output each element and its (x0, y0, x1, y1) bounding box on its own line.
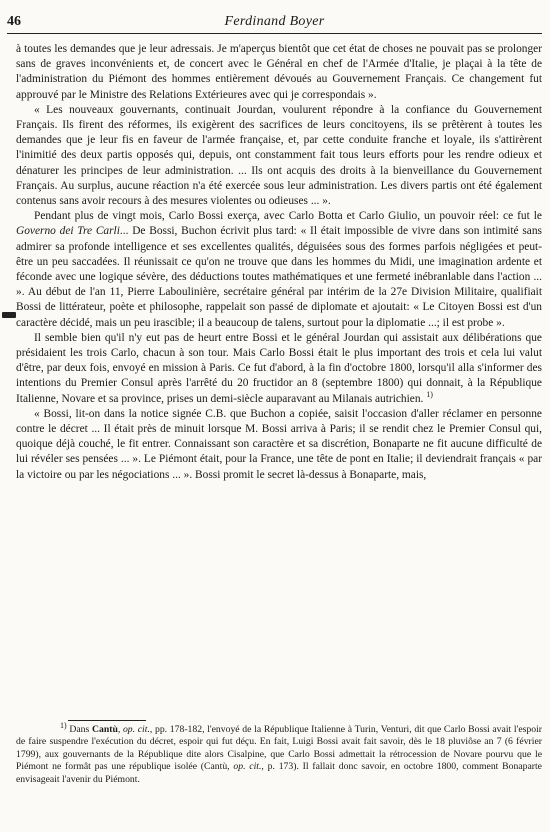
footnote-ref-2: op. cit. (233, 761, 262, 773)
paragraph-3-italic-title: Governo dei Tre Carli (16, 225, 120, 238)
paragraph-5: « Bossi, lit-on dans la notice signée C.B. que Buchon a copiée, saisit l'occasion d'aller réclamer en personne contre le décret ... Il était près de minuit lorsque M. Bossi arriva à Paris; il se rendit chez le Premier Consul qui, quoique déjà couché, le fit entrer. Connaissant son caractère et sa discrétion, Bonaparte ne fit aucune difficulté de lui révéler ses pensées ... ». Le Piémont était, pour la France, une tête de pont en Italie; il deviendrait français « par la victoire ou par les négociations ... ». Bossi promit le secret là-dessus à Bonaparte, mais, (16, 407, 542, 481)
page-number: 46 (7, 14, 21, 29)
body-text (16, 42, 542, 483)
paragraph-3-text-a: Pendant plus de vingt mois, Carlo Bossi exerça, avec Carlo Botta et Carlo Giulio, un pouvoir réel: ce fut le (34, 210, 542, 223)
page-header (7, 12, 542, 34)
running-title: Ferdinand Boyer (224, 14, 325, 29)
footnote-ref-1: op. cit. (122, 724, 150, 735)
footnote-text-2: , p. 173). Il fallait donc savoir, en octobre 1800, comment Bonaparte envisageait l'avenir du Piémont. (16, 761, 542, 785)
paragraph-3 (16, 209, 542, 331)
paragraph-4 (16, 331, 542, 407)
footnote-text-1: , pp. 178-182, l'envoyé de la République Italienne à Turin, Venturi, dit que Carlo Bossi avait l'espoir de faire suspendre l'exécution du décret, espoir qui fut déçu. En fait, Luigi Bossi avait fait savoir, dès le 18 pluviôse an 7 (6 février 1799), aux gouvernants de la République dite alors Cisalpine, que Carlo Bossi admettait la rétrocession de Novare pourvu que le Piémont ne formât pas une république isolée (Cantù, (16, 724, 543, 773)
paragraph-4-text: Il semble bien qu'il n'y eut pas de heurt entre Bossi et le général Jourdan qui assistait aux délibérations que présidaient les trois Carlo, chacun à son tour. Mais Carlo Bossi était le plus important des trois et cela lui valut d'être, par deux fois, envoyé en mission à Paris. Ce fut d'abord, à la fin d'octobre 1800, lorsqu'il alla s'informer des intentions du Premier Consul après l'arrêté du 20 fructidor an 8 (septembre 1800) qui donnait, à la République Italienne, Novare et sa province, prises un demi-siècle auparavant au Milanais autrichien. (16, 331, 542, 405)
paragraph-2: « Les nouveaux gouvernants, continuait Jourdan, voulurent répondre à la confiance du Gouvernement Français. Ils firent des réformes, ils exigèrent des sacrifices de leurs concitoyens, ils se prêtèrent à toutes les demandes que je leur fis en faveur de l'armée française, et, par cette conduite franche et loyale, ils s'attirèrent l'inimitié des deux partis opposés qui, depuis, ont constamment fait tous leurs efforts pour les rendre odieux et dénaturer les principes de leur administration. ... Ils ont acquis des droits à la bienveillance du Gouvernement Français. Au surplus, aucune réaction n'a été exercée sous leur administration. Les divers partis ont été également contenus sans avoir recours à des mesures violentes ou odieuses ... ». (16, 103, 542, 208)
footnote-marker: 1) (60, 720, 67, 730)
header-rule (7, 33, 542, 34)
footnote-reference: 1) (426, 389, 433, 399)
footnote-1: $^{1)}$ Dans Cantù, op. cit., pp. 178-182, l'envoyé de la République Italienne à Turin, Venturi, dit que Carlo Bossi avait l'espoir de faire suspendre l'exécution du décret, espoir qui fut déçu. En fait, Luigi Bossi avait fait savoir, dès le 18 pluviôse an 7 (6 février 1799), aux gouvernants de la République dite alors Cisalpine, que Carlo Bossi admettait la rétrocession de Novare pourvu que le Piémont ne formât pas une république isolée (Cantù, op. cit., p. 173). Il fallait donc savoir, en octobre 1800, comment Bonaparte envisageait l'avenir du Piémont. (16, 720, 543, 785)
footnote-author: Cantù (91, 724, 118, 735)
paragraph-3-text-b: ... De Bossi, Buchon écrivit plus tard: « Il était impossible de vivre dans son intimité sans admirer sa profonde intelligence et ses excellentes qualités, déguisées sous des formes parfois négligées et peut-être un peu saccadées. Il réunissait ce qu'on ne trouve que dans les hommes du Midi, une imagination ardente et féconde avec une logique sévère, des déductions toutes mathématiques et une fermeté inébranlable dans l'action ... ». Au début de l'an 11, Pierre Laboulinière, secrétaire général par intérim de la 27e Division Militaire, qualifiait Bossi de littérateur, poète et philosophe, rappelait son passé de diplomate et ajoutait: « Le Citoyen Bossi est d'un caractère décidé, mais un peu irascible; il a beaucoup de talens, surtout pour la diplomatie ...; il est probe ». (16, 225, 542, 329)
paragraph-1: à toutes les demandes que je leur adressais. Je m'aperçus bientôt que cet état de choses ne pouvait pas se prolonger sans de graves inconvénients et, de concert avec le Général en chef de l'Armée d'Italie, je plaçai à la tête de l'administration du Piémont des hommes entièrement dévoués au Gouvernement Français. Ce changement fut approuvé par le Ministre des Relations Extérieures avec qui je correspondais ». (16, 43, 542, 101)
footnotes (16, 720, 543, 786)
margin-marker (2, 312, 16, 318)
footnote-rule (68, 720, 146, 721)
